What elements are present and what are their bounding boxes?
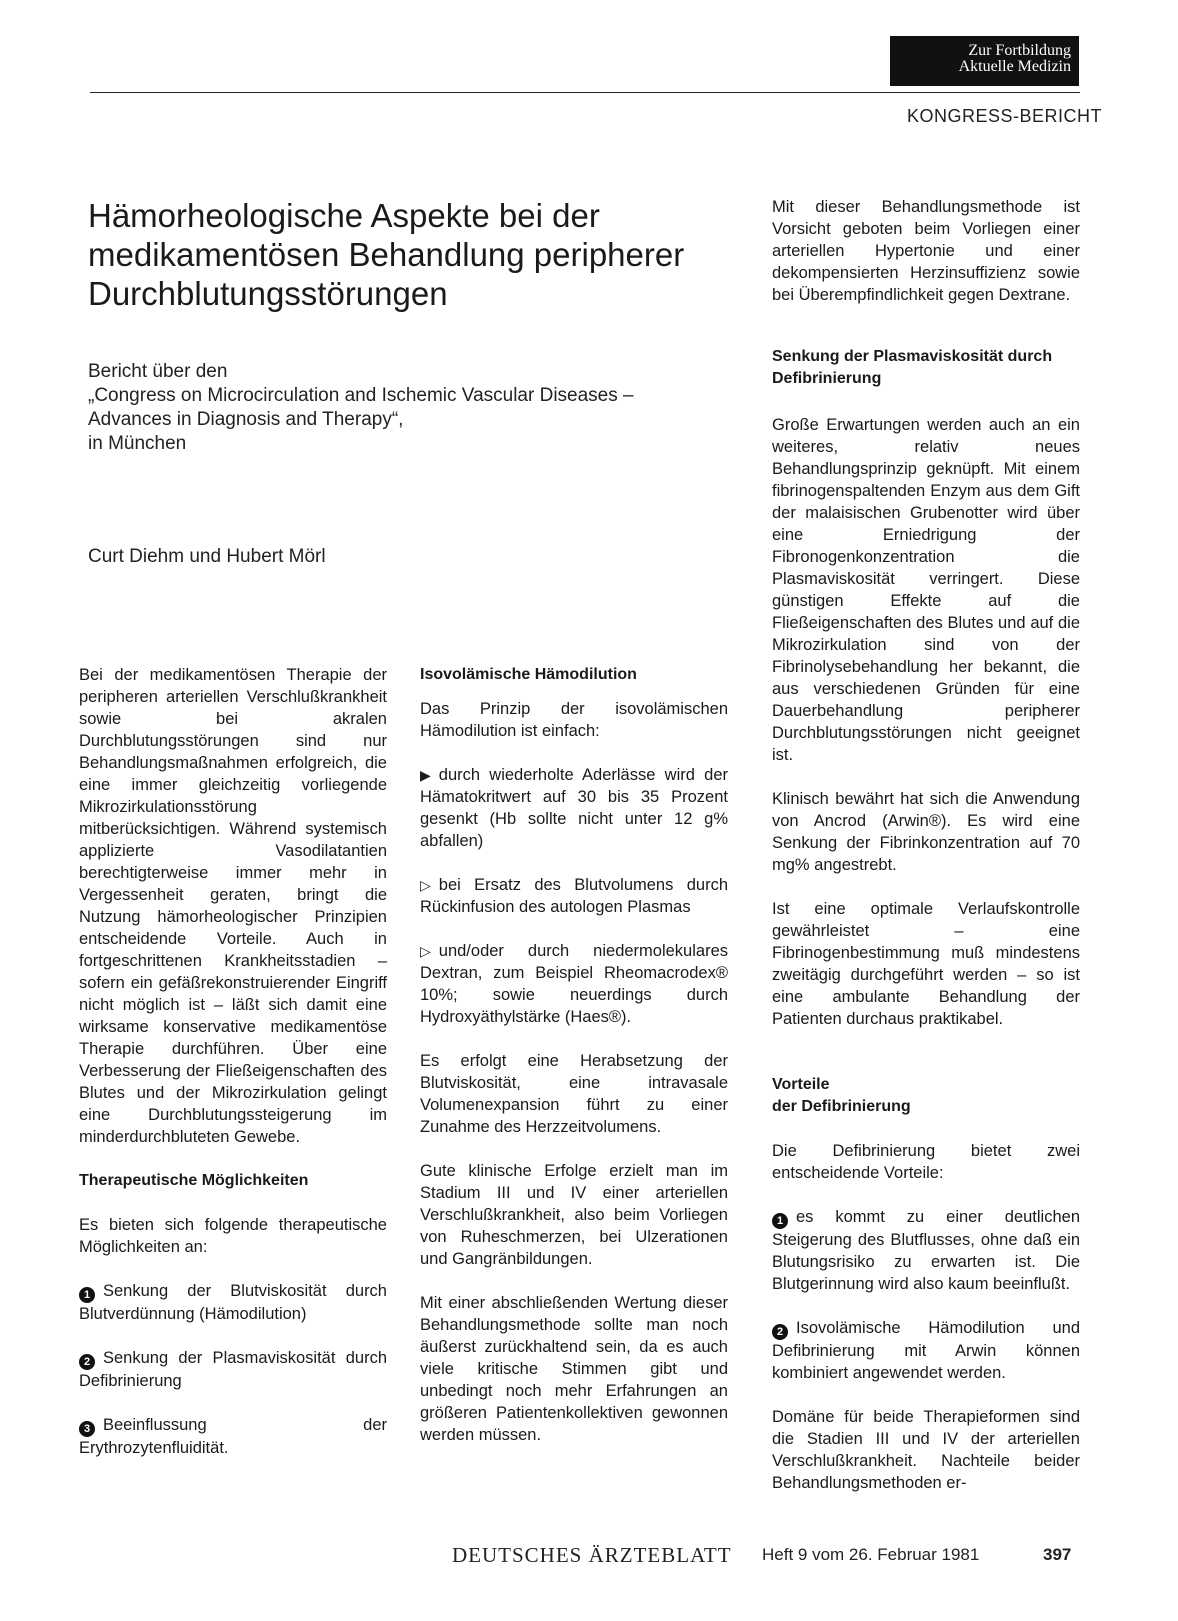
footer-page-number: 397 xyxy=(1043,1545,1072,1564)
paragraph: Es bieten sich folgende therapeutische Möglichkeiten an: xyxy=(79,1216,387,1256)
item-text: Senkung der Blutviskosität durch Blutverdünnung (Hämodilution) xyxy=(79,1282,387,1323)
item-text: Beeinflussung der Erythrozytenfluidität. xyxy=(79,1416,387,1457)
article-title: Hämorheologische Aspekte bei der medikamentösen Behandlung peripherer Durchblutungsstörungen xyxy=(88,197,685,312)
section-label: KONGRESS-BERICHT xyxy=(906,106,1102,126)
paragraph: Ist eine optimale Verlaufskontrolle gewährleistet – eine Fibrinogenbestimmung muß mindestens zweitägig durchgeführt werden – so ist eine ambulante Behandlung der Patienten durchaus praktikabel. xyxy=(772,900,1080,1028)
outline-triangle-icon: ▷ xyxy=(420,877,431,893)
outline-triangle-icon: ▷ xyxy=(420,943,431,959)
numbered-item xyxy=(79,1347,387,1392)
heading-line: der Defibrinierung xyxy=(772,1098,911,1115)
numbered-item xyxy=(79,1280,387,1325)
paragraph: Klinisch bewährt hat sich die Anwendung von Ancrod (Arwin®). Es wird eine Senkung der Fibrinkonzentration auf 70 mg% angestrebt. xyxy=(772,790,1080,874)
section-heading xyxy=(772,1074,1080,1118)
section-heading: Senkung der Plasmaviskosität durch Defibrinierung xyxy=(772,348,1053,387)
badge-line-1: Zur Fortbildung xyxy=(968,42,1071,59)
numbered-item xyxy=(772,1317,1080,1384)
column-1 xyxy=(79,664,387,1481)
subtitle-line: Advances in Diagnosis and Therapy“, xyxy=(88,409,404,430)
article-subtitle xyxy=(88,360,748,456)
badge-line-2: Aktuelle Medizin xyxy=(958,58,1071,75)
paragraph: Es erfolgt eine Herabsetzung der Blutviskosität, eine intravasale Volumenexpansion führt zu einer Zunahme des Herzzeitvolumens. xyxy=(420,1052,728,1136)
article-authors: Curt Diehm und Hubert Mörl xyxy=(88,546,326,567)
number-1-icon: 1 xyxy=(772,1213,788,1229)
number-3-icon: 3 xyxy=(79,1421,95,1437)
bullet-item xyxy=(420,874,728,918)
footer-journal-name: DEUTSCHES ÄRZTEBLATT xyxy=(452,1543,732,1567)
footer-issue: Heft 9 vom 26. Februar 1981 xyxy=(762,1545,980,1564)
subtitle-line: „Congress on Microcirculation and Ischemic Vascular Diseases – xyxy=(88,385,634,406)
numbered-item xyxy=(79,1414,387,1459)
header-rule xyxy=(90,92,1080,93)
number-2-icon: 2 xyxy=(79,1354,95,1370)
column-3 xyxy=(772,196,1080,1516)
subtitle-line: in München xyxy=(88,433,187,454)
paragraph: Die Defibrinierung bietet zwei entscheidende Vorteile: xyxy=(772,1142,1080,1182)
item-text: Senkung der Plasmaviskosität durch Defibrinierung xyxy=(79,1349,387,1390)
heading-line: Vorteile xyxy=(772,1076,830,1093)
section-heading: Isovolämische Hämodilution xyxy=(420,666,637,683)
paragraph: Mit dieser Behandlungsmethode ist Vorsicht geboten beim Vorliegen einer arteriellen Hypertonie und einer dekompensierten Herzinsuffizienz sowie bei Überempfindlichkeit gegen Dextrane. xyxy=(772,198,1080,304)
bullet-item xyxy=(420,940,728,1028)
section-heading: Therapeutische Möglichkeiten xyxy=(79,1172,309,1189)
intro-paragraph: Bei der medikamentösen Therapie der peripheren arteriellen Verschlußkrankheit sowie bei akralen Durchblutungsstörungen sind nur Behandlungsmaßnahmen erfolgreich, die eine immer gleichzeitig vorliegende Mikrozirkulationsstörung mitberücksichtigen. Während systemisch applizierte Vasodilatantien berechtigterweise immer mehr in Vergessenheit geraten, bringt die Nutzung hämorheologischer Prinzipien entscheidende Vorteile. Auch in fortgeschrittenen Krankheitsstadien – sofern ein gefäßrekonstruierender Eingriff nicht möglich ist – läßt sich damit eine wirksame konservative medikamentöse Therapie durchführen. Über eine Verbesserung der Fließeigenschaften des Blutes und der Mikrozirkulation gelingt eine Durchblutungssteigerung im minderdurchbluteten Gewebe. xyxy=(79,666,387,1146)
item-text: es kommt zu einer deutlichen Steigerung des Blutflusses, ohne daß ein Blutungsrisiko zu erwarten ist. Die Blutgerinnung wird also kaum beeinflußt. xyxy=(772,1208,1080,1293)
section-badge xyxy=(890,36,1079,86)
paragraph: Gute klinische Erfolge erzielt man im Stadium III und IV einer arteriellen Verschlußkrankheit, also beim Vorliegen von Ruheschmerzen, bei Ulzerationen und Gangränbildungen. xyxy=(420,1162,728,1268)
column-2 xyxy=(420,664,728,1468)
item-text: Isovolämische Hämodilution und Defibrinierung mit Arwin können kombiniert angewendet werden. xyxy=(772,1319,1080,1382)
subtitle-line: Bericht über den xyxy=(88,361,228,382)
number-1-icon: 1 xyxy=(79,1287,95,1303)
paragraph: Das Prinzip der isovolämischen Hämodilution ist einfach: xyxy=(420,700,728,740)
paragraph: Domäne für beide Therapieformen sind die Stadien III und IV der arteriellen Verschlußkrankheit. Nachteile beider Behandlungsmethoden er- xyxy=(772,1408,1080,1492)
filled-triangle-icon: ▶ xyxy=(420,767,431,783)
item-text: durch wiederholte Aderlässe wird der Hämatokritwert auf 30 bis 35 Prozent gesenkt (Hb sollte nicht unter 12 g% abfallen) xyxy=(420,766,728,850)
paragraph: Mit einer abschließenden Wertung dieser Behandlungsmethode sollte man noch äußerst zurückhaltend sein, da es auch viele kritische Stimmen gibt und unbedingt noch mehr Erfahrungen an größeren Patientenkollektiven gewonnen werden müssen. xyxy=(420,1294,728,1444)
number-2-icon: 2 xyxy=(772,1324,788,1340)
item-text: bei Ersatz des Blutvolumens durch Rückinfusion des autologen Plasmas xyxy=(420,876,728,916)
numbered-item xyxy=(772,1206,1080,1295)
paragraph: Große Erwartungen werden auch an ein weiteres, relativ neues Behandlungsprinzip geknüpft. Mit einem fibrinogenspaltenden Enzym aus dem Gift der malaisischen Grubenotter wird über eine Erniedrigung der Fibronogenkonzentration die Plasmaviskosität verringert. Diese günstigen Effekte auf die Fließeigenschaften des Blutes und auf die Mikrozirkulation sind von der Fibrinolysebehandlung her bekannt, die aus verschiedenen Gründen für eine Dauerbehandlung peripherer Durchblutungsstörungen nicht geeignet ist. xyxy=(772,416,1080,764)
item-text: und/oder durch niedermolekulares Dextran, zum Beispiel Rheomacrodex® 10%; sowie neuerdings durch Hydroxyäthylstärke (Haes®). xyxy=(420,942,728,1026)
bullet-item xyxy=(420,764,728,852)
